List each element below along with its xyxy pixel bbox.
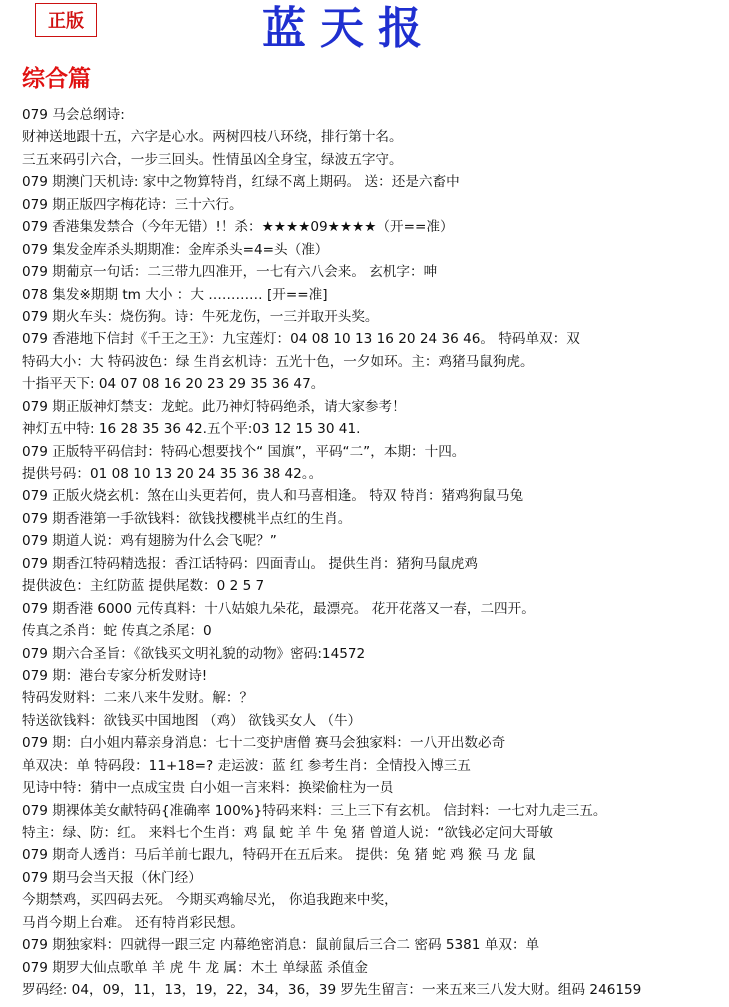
- text-line: 078 集发※期期 tm 大小 ：大 ………… [开==准]: [22, 286, 328, 303]
- text-line: 十指平天下: 04 07 08 16 20 23 29 35 36 47。: [22, 376, 325, 393]
- text-line: 见诗中特：猜中一点成宝贵 白小姐一言来料：换梁偷柱为一员: [22, 780, 394, 797]
- text-line: 079 香港集发禁合（今年无错）!！杀：★★★★09★★★★（开==准）: [22, 219, 454, 236]
- text-line: 传真之杀肖：蛇 传真之杀尾：0: [22, 623, 212, 640]
- section-title: 综合篇: [22, 65, 91, 92]
- text-line: 特码发财料：二来八来牛发财。解：？: [22, 690, 254, 707]
- text-line: 079 期罗大仙点歌单 羊 虎 牛 龙 属：木土 单绿蓝 杀值金: [22, 959, 368, 976]
- text-line: 079 集发金库杀头期期准：金库杀头=4=头（准）: [22, 241, 329, 258]
- text-line: 079 正版火烧玄机：煞在山头更若何，贵人和马喜相逢。 特双 特肖：猪鸡狗鼠马兔: [22, 488, 524, 505]
- text-line: 079 期道人说：鸡有翅膀为什么会飞呢？”: [22, 533, 277, 550]
- text-line: 079 期裸体美女献特码{准确率 100%}特码来料：三上三下有玄机。 信封料：一七对九走三五。: [22, 802, 607, 819]
- text-line: 三五来码引六合，一步三回头。性情虽凶全身宝，绿波五字守。: [22, 151, 403, 168]
- text-line: 079 期独家料：四就得一跟三定 内幕绝密消息：鼠前鼠后三合二 密码 5381 单双：单: [22, 937, 540, 954]
- text-line: 特码大小：大 特码波色：绿 生肖玄机诗：五光十色，一夕如环。主：鸡猪马鼠狗虎。: [22, 353, 534, 370]
- text-line: 079 期正版四字梅花诗：三十六行。: [22, 196, 243, 213]
- text-line: 单双决：单 特码段：11+18=? 走运波：蓝 红 参考生肖：全情投入博三五: [22, 757, 471, 774]
- content-lines: [22, 104, 722, 1002]
- text-line: 079 马会总纲诗:: [22, 107, 125, 123]
- masthead-title: 蓝天报: [262, 3, 436, 54]
- text-line: 罗码经: 04，09，11，13，19，22，34，36，39 罗先生留言：一来五来三八发大财。组码 246159: [22, 982, 642, 999]
- text-line: 079 期火车头：烧伤狗。诗：牛死龙伤，一三并取开头奖。: [22, 308, 379, 325]
- text-line: 079 期：白小姐内幕亲身消息：七十二变护唐僧 赛马会独家料：一八开出数必奇: [22, 735, 506, 752]
- text-line: 财神送地跟十五，六字是心水。两树四枝八环绕，排行第十名。: [22, 129, 403, 146]
- text-line: 特主：绿、防：红。 来料七个生肖：鸡 鼠 蛇 羊 牛 兔 猪 曾道人说：“欲钱必定问大哥敏: [22, 825, 553, 841]
- text-line: 神灯五中特: 16 28 35 36 42.五个平:03 12 15 30 41.: [22, 421, 361, 438]
- text-line: 079 期正版神灯禁支：龙蛇。此乃神灯特码绝杀，请大家参考！: [22, 398, 406, 415]
- text-line: 079 期香港第一手欲钱料：欲钱找樱桃半点红的生肖。: [22, 510, 352, 527]
- text-line: 079 期马会当天报（休门经）: [22, 869, 202, 886]
- text-line: 079 香港地下信封《千王之王》：九宝莲灯：04 08 10 13 16 20 24 36 46。 特码单双：双: [22, 331, 580, 348]
- text-line: 今期禁鸡，买四码去死。 今期买鸡输尽光， 你追我跑来中奖，: [22, 892, 398, 909]
- text-line: 079 期葡京一句话：二三带九四准开，一七有六八会来。 玄机字：呻: [22, 264, 438, 281]
- text-line: 079 期六合圣旨：《欲钱买文明礼貌的动物》密码:14572: [22, 645, 366, 662]
- text-line: 提供号码：01 08 10 13 20 24 35 36 38 42。。: [22, 466, 323, 482]
- text-line: 马肖今期上台难。 还有特肖彩民想。: [22, 914, 244, 931]
- text-line: 079 正版特平码信封：特码心想要找个“ 国旗”，平码“二”，本期：十四。: [22, 443, 466, 460]
- text-line: 079 期香港 6000 元传真料：十八姑娘九朵花，最漂亮。 花开花落又一春，二四开。: [22, 600, 535, 617]
- text-line: 079 期：港台专家分析发财诗!: [22, 667, 208, 684]
- text-line: 特送欲钱料：欲钱买中国地图 （鸡） 欲钱买女人 （牛）: [22, 712, 362, 729]
- text-line: 提供波色：主红防蓝 提供尾数：0 2 5 7: [22, 578, 265, 595]
- text-line: 079 期澳门天机诗: 家中之物算特肖，红绿不离上期码。 送：还是六畜中: [22, 174, 460, 191]
- text-line: 079 期香江特码精选报：香江话特码：四面青山。 提供生肖：猪狗马鼠虎鸡: [22, 555, 478, 572]
- text-line: 079 期奇人透肖：马后羊前七跟九，特码开在五后来。 提供：兔 猪 蛇 鸡 猴 马 龙 鼠: [22, 847, 536, 864]
- edition-badge: 正版: [35, 3, 97, 37]
